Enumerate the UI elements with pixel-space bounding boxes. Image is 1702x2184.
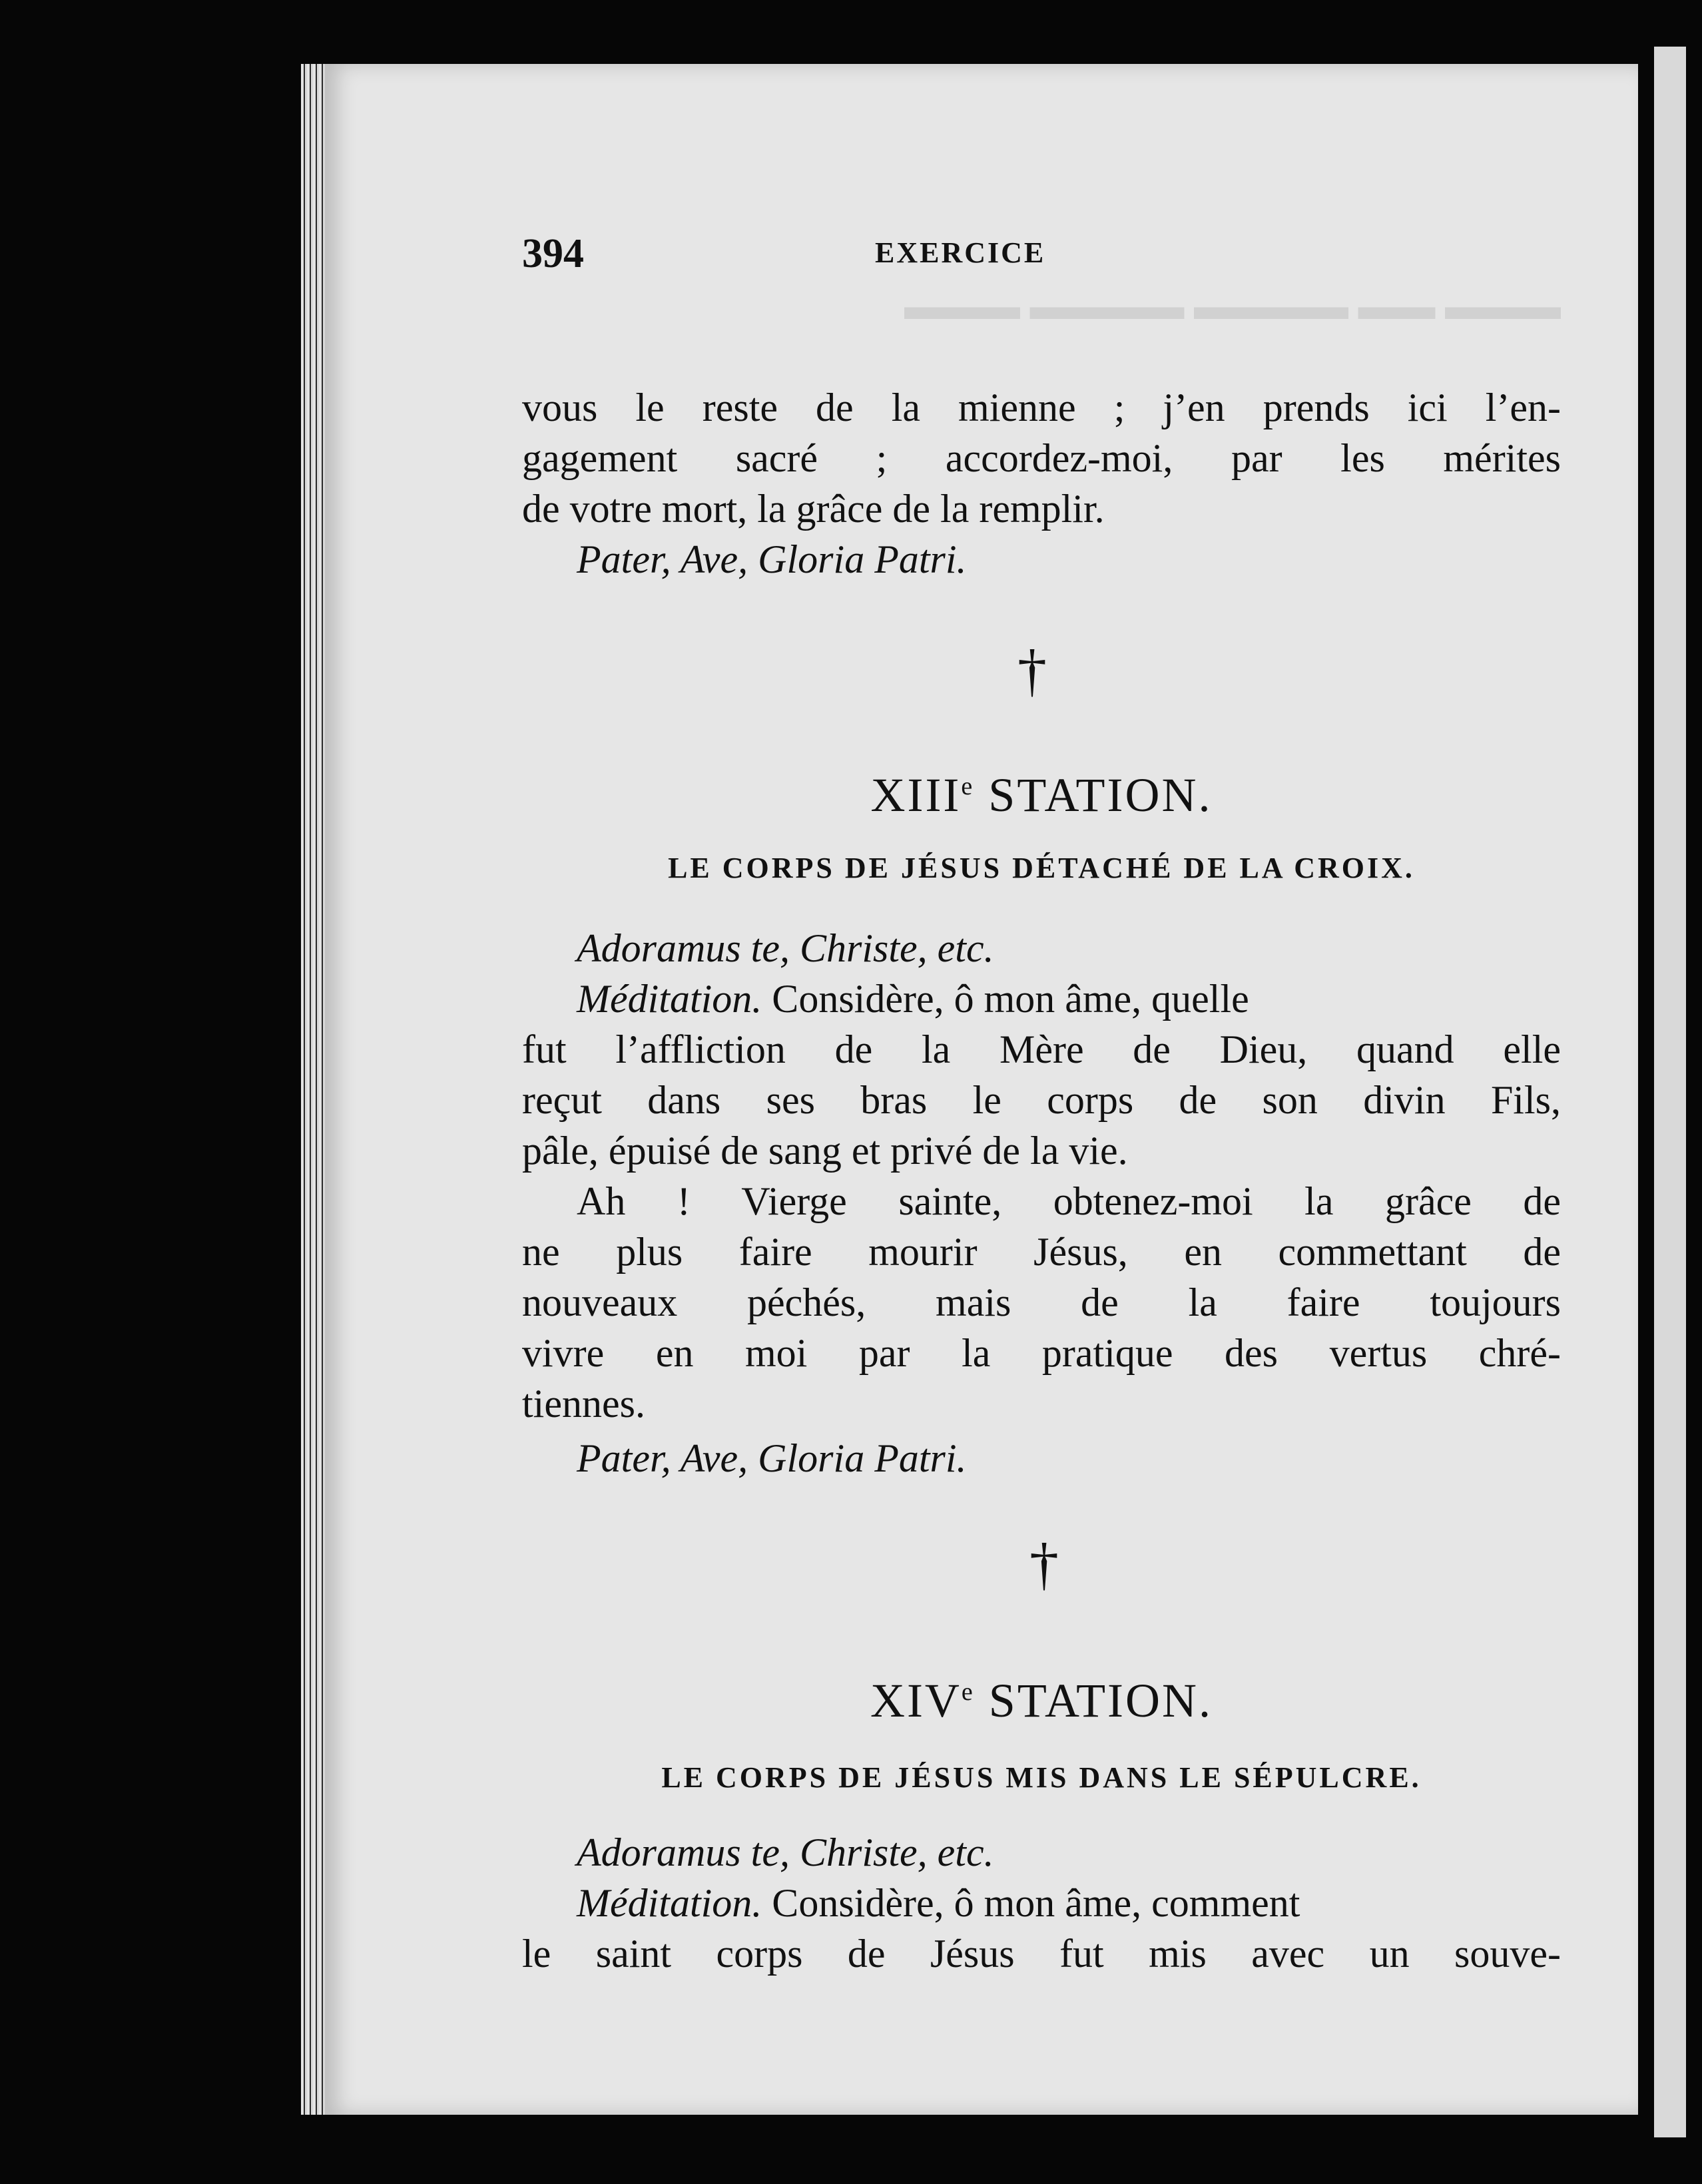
station-word: STATION.: [974, 768, 1213, 822]
meditation-label: Méditation.: [577, 977, 762, 1021]
page-number: 394: [522, 231, 584, 276]
adoramus-line: Adoramus te, Christe, etc.: [577, 1830, 994, 1874]
page-edges: [301, 64, 325, 2115]
running-head-title: EXERCICE: [875, 236, 1046, 269]
adjacent-page-edge: [1654, 47, 1686, 2137]
meditation-line: [577, 973, 1561, 1024]
station-heading: [522, 756, 1561, 825]
book-page: [325, 64, 1638, 2115]
text-line: ne plus faire mourir Jésus, en commettant de: [522, 1230, 1561, 1274]
meditation-text: Considère, ô mon âme, comment: [762, 1881, 1300, 1925]
station-number-suffix: e: [961, 772, 975, 800]
meditation-label: Méditation.: [577, 1881, 762, 1925]
adoramus-line: Adoramus te, Christe, etc.: [577, 926, 994, 970]
cross-icon: †: [1029, 1532, 1059, 1597]
page-text: [325, 64, 1638, 2115]
text-line: vous le reste de la mienne ; j’en prends ici l’en-: [522, 386, 1561, 429]
station-number: XIII: [870, 768, 962, 822]
meditation-text: Considère, ô mon âme, quelle: [762, 977, 1249, 1021]
text-line: nouveaux péchés, mais de la faire toujours: [522, 1280, 1561, 1324]
text-line: reçut dans ses bras le corps de son divin Fils,: [522, 1078, 1561, 1122]
station-subtitle: LE CORPS DE JÉSUS MIS DANS LE SÉPULCRE.: [661, 1761, 1422, 1794]
station-number-suffix: e: [961, 1678, 975, 1706]
station-heading: [522, 1662, 1561, 1731]
running-head: [522, 230, 1561, 284]
text-line: tiennes.: [522, 1382, 645, 1426]
meditation-line: [577, 1878, 1561, 1928]
text-line: fut l’affliction de la Mère de Dieu, quand elle: [522, 1027, 1561, 1071]
text-line: le saint corps de Jésus fut mis avec un souve-: [522, 1932, 1561, 1976]
show-through-text: ▬▬▬ ▬▬ ▬▬▬▬ ▬▬▬▬ ▬▬▬: [904, 284, 1561, 328]
prayer-line: Pater, Ave, Gloria Patri.: [577, 1436, 967, 1480]
station-word: STATION.: [974, 1674, 1213, 1727]
text-line: pâle, épuisé de sang et privé de la vie.: [522, 1129, 1128, 1173]
cross-icon: †: [1017, 639, 1047, 703]
station-subtitle: LE CORPS DE JÉSUS DÉTACHÉ DE LA CROIX.: [668, 852, 1415, 884]
text-line: gagement sacré ; accordez-moi, par les mérites: [522, 436, 1561, 480]
prayer-line: Pater, Ave, Gloria Patri.: [577, 537, 967, 581]
text-line: vivre en moi par la pratique des vertus chré-: [522, 1331, 1561, 1375]
text-line: de votre mort, la grâce de la remplir.: [522, 487, 1105, 531]
text-line: Ah ! Vierge sainte, obtenez-moi la grâce de: [577, 1179, 1561, 1223]
station-number: XIV: [870, 1674, 962, 1727]
